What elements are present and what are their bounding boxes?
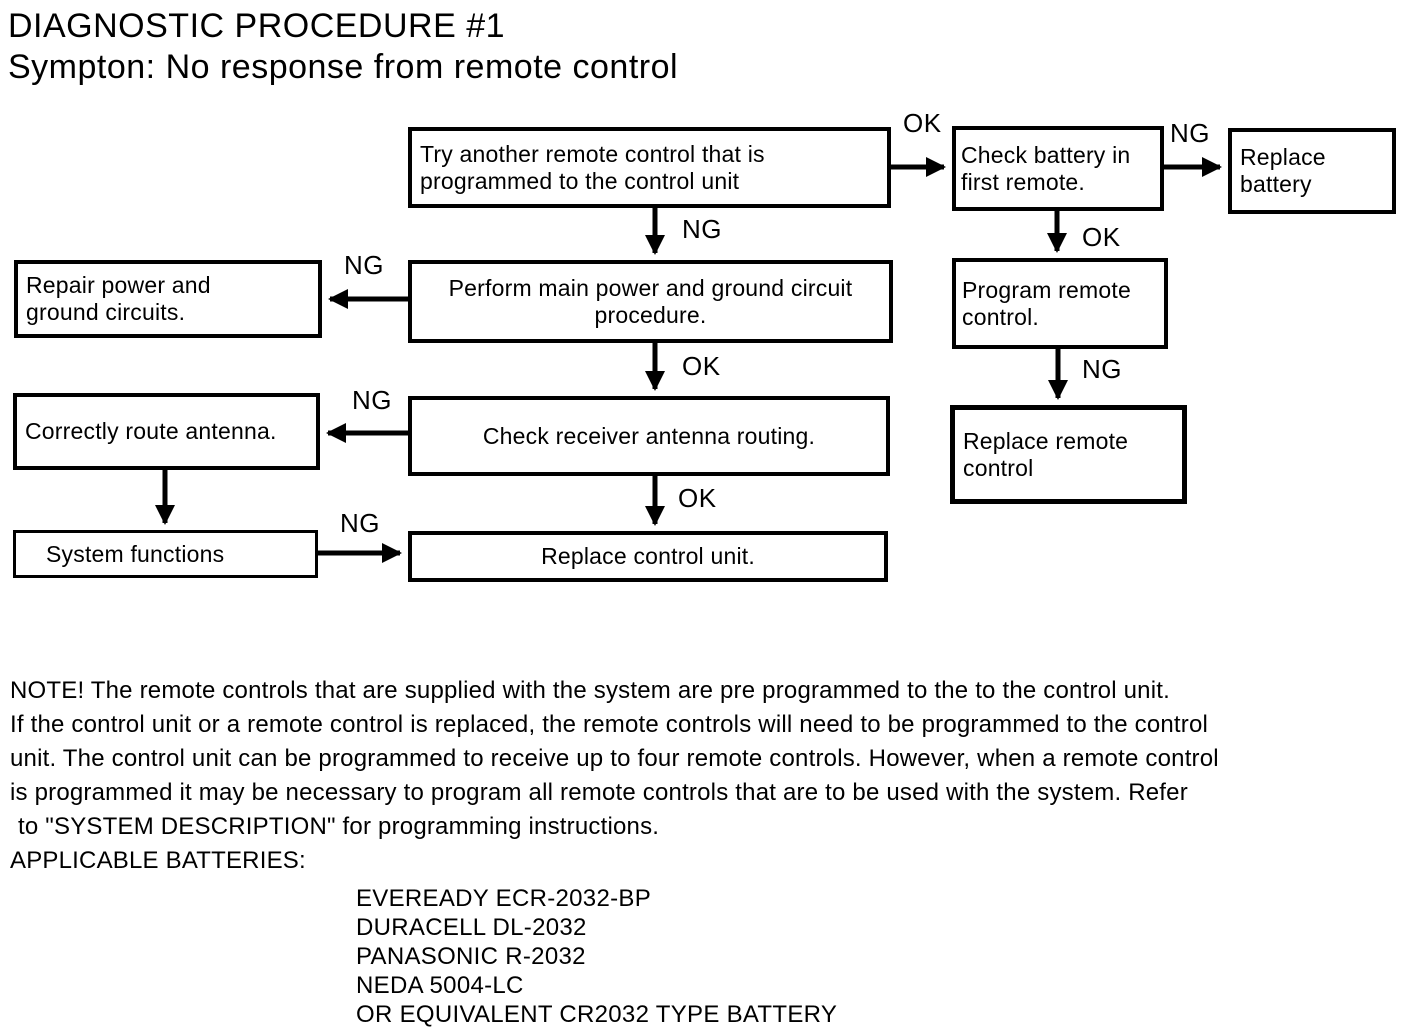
battery-item: OR EQUIVALENT CR2032 TYPE BATTERY <box>356 1001 838 1028</box>
flow-box-text: Repair power and ground circuits. <box>26 272 211 325</box>
label-ok-check-battery-to-program: OK <box>1082 222 1121 252</box>
page-title <box>8 6 678 88</box>
label-ok-perform-power-to-check-antenna: OK <box>682 351 721 381</box>
flow-box-try-another-remote <box>408 127 891 208</box>
battery-item: PANASONIC R-2032 <box>356 943 586 970</box>
label-ng-program-to-replace-remote: NG <box>1082 354 1122 384</box>
label-ok-check-antenna-to-replace-control: OK <box>678 483 717 513</box>
note-block <box>10 674 1219 878</box>
battery-item: EVEREADY ECR-2032-BP <box>356 885 652 912</box>
label-ok-try-to-check-battery: OK <box>903 108 942 138</box>
battery-item: DURACELL DL-2032 <box>356 914 587 941</box>
label-ng-check-antenna-to-route: NG <box>352 385 392 415</box>
flow-box-route-antenna <box>13 393 320 470</box>
flow-box-replace-remote <box>950 405 1187 504</box>
note-line: to "SYSTEM DESCRIPTION" for programming instructions. <box>18 813 660 840</box>
label-ng-system-functions-to-replace-control: NG <box>340 508 380 538</box>
flow-box-text: Replace control unit. <box>541 543 755 569</box>
label-ng-check-battery-to-replace-battery: NG <box>1170 118 1210 148</box>
flow-box-replace-control-unit <box>408 531 888 582</box>
flow-box-check-antenna-routing <box>408 396 890 476</box>
label-ng-perform-power-to-repair: NG <box>344 250 384 280</box>
flow-box-text: Check battery in first remote. <box>961 141 1131 195</box>
flow-box-text: Program remote control. <box>962 276 1131 330</box>
flow-box-text: Try another remote control that is programmed to the control unit <box>420 140 765 194</box>
flow-box-text: Perform main power and ground circuit procedure. <box>448 274 853 328</box>
flow-box-perform-power-ground <box>408 260 893 343</box>
label-ng-try-to-perform-power: NG <box>682 214 722 244</box>
flow-box-system-functions <box>13 530 318 578</box>
flow-box-program-remote <box>952 258 1168 349</box>
note-line: NOTE! The remote controls that are supplied with the system are pre programmed to the to the control unit. <box>10 677 1170 704</box>
flow-box-text: Correctly route antenna. <box>25 418 277 444</box>
flow-box-replace-battery <box>1228 128 1396 214</box>
battery-item: NEDA 5004-LC <box>356 972 524 999</box>
flow-box-text: Check receiver antenna routing. <box>482 422 816 449</box>
battery-list <box>356 884 837 1028</box>
flow-box-repair-power-ground <box>14 260 322 338</box>
note-line: is programmed it may be necessary to program all remote controls that are to be used with the system. Refer <box>10 779 1188 806</box>
note-line: If the control unit or a remote control is replaced, the remote controls will need to be programmed to the control <box>10 711 1209 738</box>
flow-box-text: Replace battery <box>1240 144 1326 197</box>
flow-box-text: Replace remote control <box>963 427 1129 481</box>
flow-box-text: System functions <box>46 540 225 567</box>
note-line: unit. The control unit can be programmed to receive up to four remote controls. However, when a remote control <box>10 745 1219 772</box>
symptom-subtitle: Sympton: No response from remote control <box>8 48 679 86</box>
flow-box-check-battery <box>952 126 1164 211</box>
procedure-title: DIAGNOSTIC PROCEDURE #1 <box>8 7 506 45</box>
applicable-batteries-heading: APPLICABLE BATTERIES: <box>10 847 306 874</box>
